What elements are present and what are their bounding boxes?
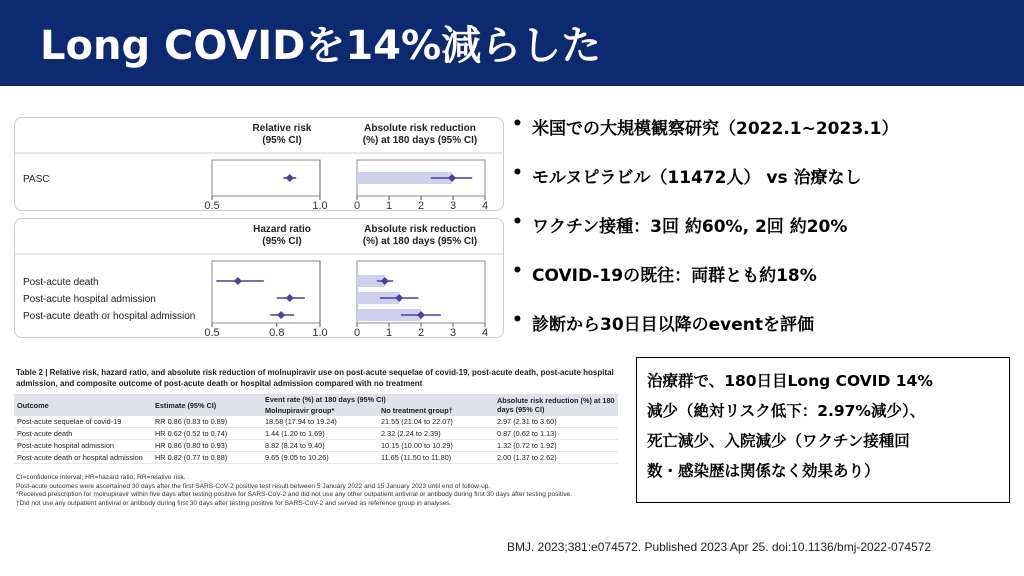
tick-label: 0.5	[204, 200, 220, 210]
tick-label: 1.0	[312, 327, 328, 337]
ard-header-line1: Absolute risk reduction	[364, 224, 476, 235]
row-label-pasc: PASC	[23, 174, 50, 185]
bullet-text: モルヌピラビル（11472人） vs 治療なし	[532, 168, 862, 188]
cell: 9.65 (9.05 to 10.26)	[262, 452, 378, 464]
th-ard: Absolute risk reduction (%) at 180 days (95% CI)	[494, 394, 618, 416]
bullet-dot: •	[512, 163, 523, 183]
row-label-hospital: Post-acute hospital admission	[23, 294, 156, 305]
tick-label: 0	[353, 200, 361, 210]
hr-header-line2: (95% CI)	[262, 236, 302, 247]
tick-label: 2	[417, 327, 425, 337]
cell: HR 0.86 (0.80 to 0.93)	[152, 440, 262, 452]
row-label-composite: Post-acute death or hospital admission	[23, 311, 196, 322]
cell: RR 0.86 (0.83 to 0.89)	[152, 416, 262, 428]
table-note: Post-acute outcomes were ascertained 30 days after the first SARS-CoV-2 positive test result between 5 January 2022 and 15 January 2023 until end of follow-up.	[16, 482, 491, 490]
th-no-treatment: No treatment group†	[378, 405, 494, 416]
summary-line: 治療群で、180日目Long COVID 14%	[647, 372, 933, 390]
table-notes	[16, 474, 618, 508]
cell: HR 0.62 (0.52 to 0.74)	[152, 428, 262, 440]
slide-title: Long COVIDを14%減らした	[40, 23, 602, 69]
ratio-plot-frame	[212, 160, 320, 196]
cell: 1.32 (0.72 to 1.92)	[494, 440, 618, 452]
cell: 2.97 (2.31 to 3.60)	[494, 416, 618, 428]
cell: 11.65 (11.50 to 11.80)	[378, 452, 494, 464]
table-caption	[16, 367, 616, 389]
summary-line: 減少（絶対リスク低下：2.97%減少）、	[647, 402, 926, 420]
summary-line: 数・感染歴は関係なく効果あり）	[647, 462, 880, 480]
table-caption-text: Table 2 | Relative risk, hazard ratio, and absolute risk reduction of molnupiravir use on post-acute sequelae of covid-19, post-acute death, post-acute hospital admission, and composite outcome of post-acute death or hospital admission compared with no treatment	[16, 368, 614, 388]
key-points-list	[510, 114, 1010, 359]
summary-line: 死亡減少、入院減少（ワクチン接種回	[647, 432, 910, 450]
citation: BMJ. 2023;381:e074572. Published 2023 Apr 25. doi:10.1136/bmj-2022-074572	[507, 540, 932, 554]
ratio-point	[286, 174, 294, 182]
bullet-item	[510, 114, 1010, 163]
ard-header-line1: Absolute risk reduction	[364, 123, 476, 134]
tick-label: 4	[481, 200, 489, 210]
ratio-point	[286, 294, 294, 302]
th-molnupiravir: Molnupiravir group*	[262, 405, 378, 416]
ard-header-line2: (%) at 180 days (95% CI)	[362, 135, 478, 146]
row-label-death: Post-acute death	[23, 277, 99, 288]
cell: 21.55 (21.04 to 22.07)	[378, 416, 494, 428]
cell: 2.32 (2.24 to 2.39)	[378, 428, 494, 440]
table-note: †Did not use any outpatient antiviral or antibody during first 30 days after testing positive for SARS-CoV-2 and served as reference group in analyses.	[16, 499, 452, 507]
tick-label: 1.0	[312, 200, 328, 210]
cell: Post-acute hospital admission	[14, 440, 152, 452]
hr-header-line1: Hazard ratio	[253, 224, 311, 235]
ratio-plot-frame	[212, 261, 320, 323]
tick-label: 1	[385, 327, 393, 337]
bullet-item	[510, 212, 1010, 261]
forest-plot-outcomes-svg	[15, 219, 503, 337]
table-grid	[14, 394, 618, 464]
rr-header-line1: Relative risk	[252, 123, 312, 134]
tick-label: 0.5	[204, 327, 220, 337]
tick-label: 3	[449, 327, 457, 337]
bullet-dot: •	[512, 114, 523, 134]
bullet-dot: •	[512, 261, 523, 281]
ratio-point	[234, 277, 242, 285]
tick-label: 0	[353, 327, 361, 337]
bullet-dot: •	[512, 212, 523, 232]
summary-box	[636, 357, 1010, 503]
cell: HR 0.82 (0.77 to 0.88)	[152, 452, 262, 464]
cell: 18.58 (17.94 to 19.24)	[262, 416, 378, 428]
table-note: *Received prescription for molnupiravir within five days after testing positive for SARS-CoV-2 and did not use any other outpatient antiviral or antibody during first 30 days after testing positive.	[16, 491, 572, 498]
bullet-text: 米国での大規模観察研究（2022.1~2023.1）	[532, 119, 899, 139]
bullet-item	[510, 310, 1010, 359]
table-row	[14, 416, 618, 428]
results-table	[12, 364, 620, 512]
bullet-dot: •	[512, 310, 523, 330]
tick-label: 3	[449, 200, 457, 210]
tick-label: 2	[417, 200, 425, 210]
bullet-item	[510, 163, 1010, 212]
bullet-item	[510, 261, 1010, 310]
ard-header-line2: (%) at 180 days (95% CI)	[362, 236, 478, 247]
forest-plot-pasc	[14, 117, 504, 211]
bullet-text: ワクチン接種：3回 約60%, 2回 約20%	[532, 217, 848, 237]
cell: Post-acute sequelae of covid-19	[14, 416, 152, 428]
cell: 1.44 (1.20 to 1.69)	[262, 428, 378, 440]
bullet-text: 診断から30日目以降のeventを評価	[532, 315, 815, 335]
th-event-rate: Event rate (%) at 180 days (95% CI)	[262, 394, 494, 405]
table-row	[14, 428, 618, 440]
table-note: CI=confidence interval; HR=hazard ratio; RR=relative risk.	[16, 474, 186, 481]
th-estimate: Estimate (95% CI)	[152, 394, 262, 416]
cell: 10.15 (10.00 to 10.29)	[378, 440, 494, 452]
th-outcome: Outcome	[14, 394, 152, 416]
tick-label: 0.8	[269, 327, 285, 337]
cell: 0.87 (0.62 to 1.13)	[494, 428, 618, 440]
rr-header-line2: (95% CI)	[262, 135, 302, 146]
cell: Post-acute death or hospital admission	[14, 452, 152, 464]
table-row	[14, 452, 618, 464]
header-bar	[0, 0, 1024, 86]
cell: 8.82 (8.24 to 9.40)	[262, 440, 378, 452]
table-row	[14, 440, 618, 452]
bullet-text: COVID-19の既往：両群とも約18%	[532, 266, 817, 286]
tick-label: 1	[385, 200, 393, 210]
ratio-point	[277, 311, 285, 319]
forest-plot-outcomes	[14, 218, 504, 338]
tick-label: 4	[481, 327, 489, 337]
cell: Post-acute death	[14, 428, 152, 440]
forest-plot-pasc-svg	[15, 118, 503, 210]
cell: 2.00 (1.37 to 2.62)	[494, 452, 618, 464]
